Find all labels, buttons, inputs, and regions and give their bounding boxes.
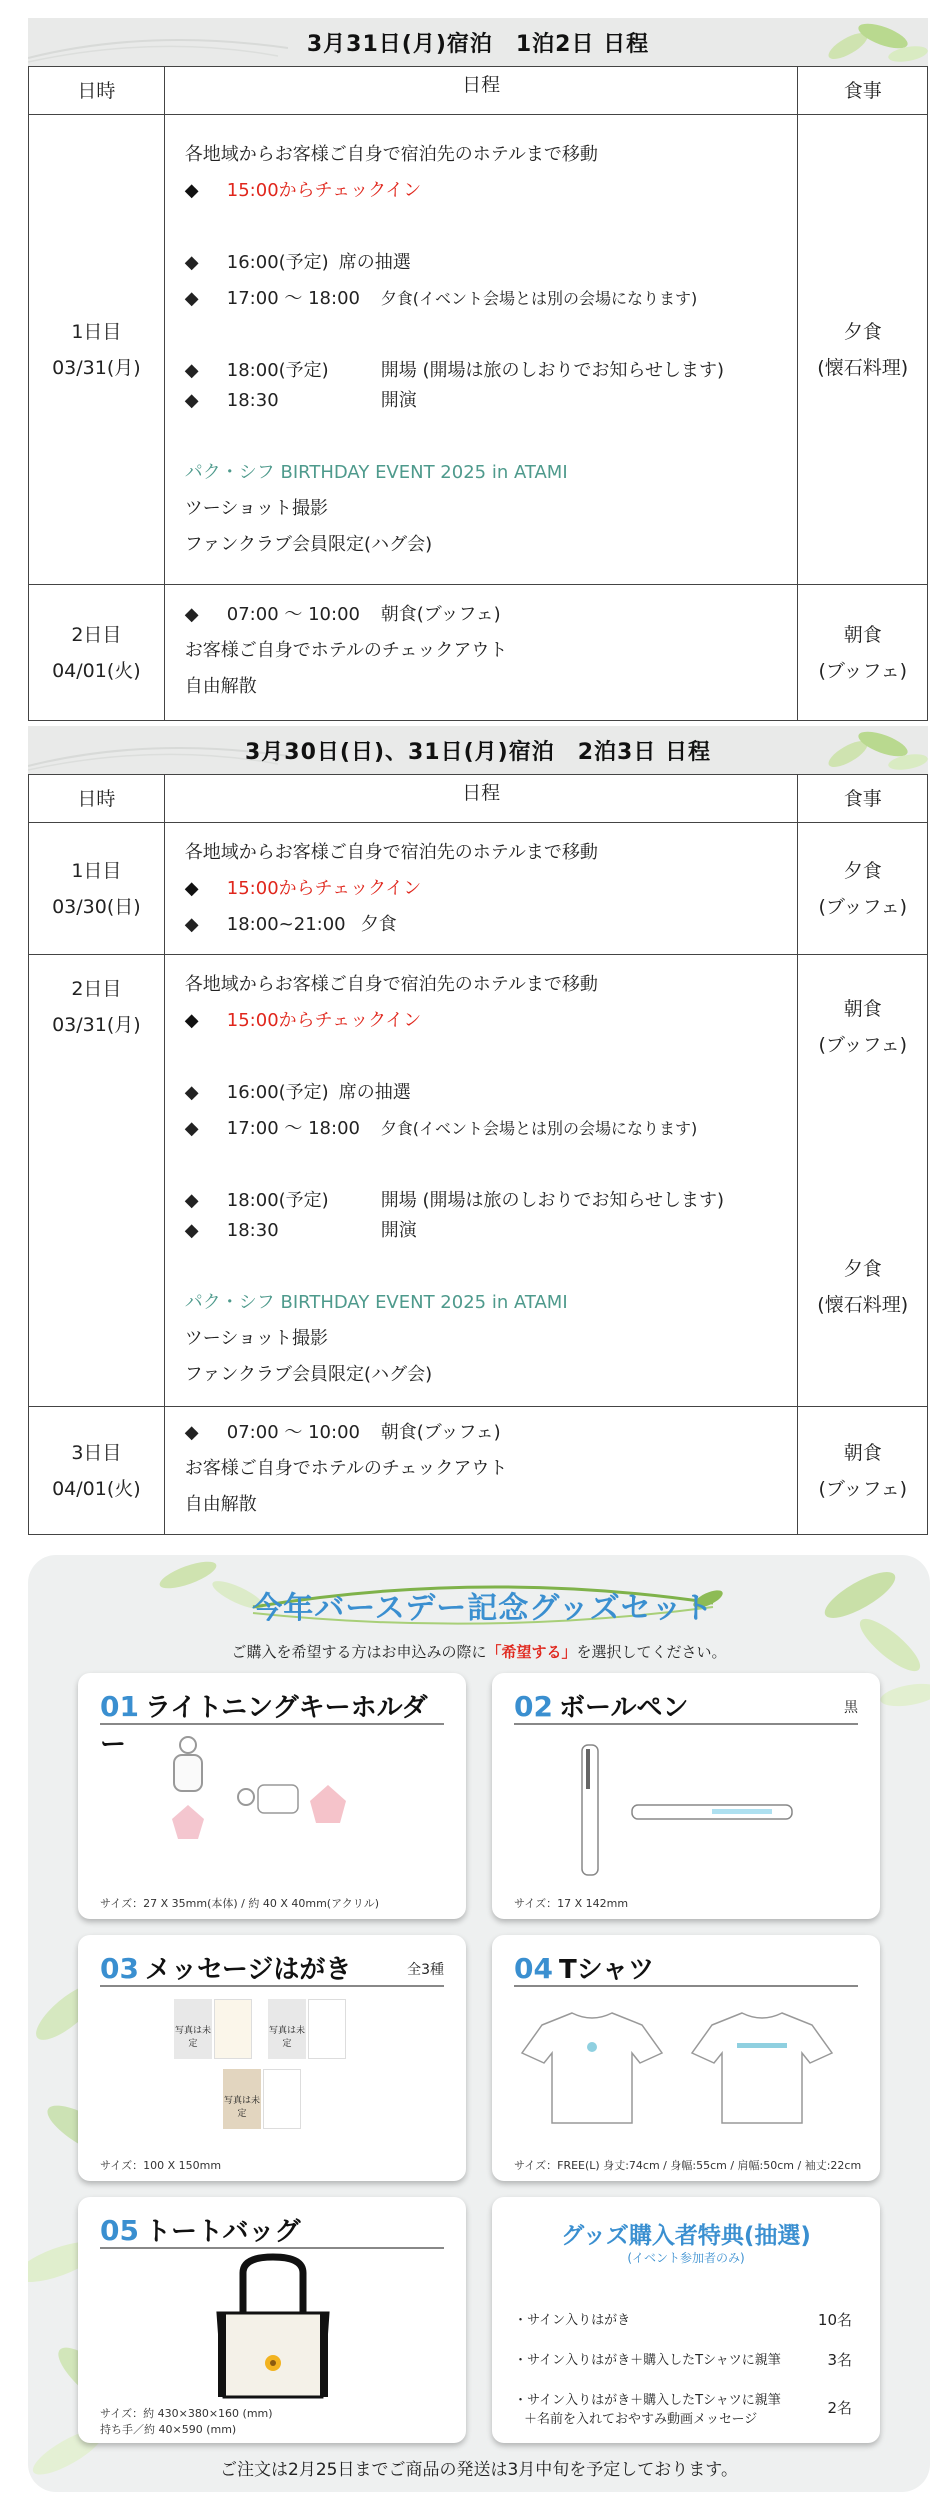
schedule-title-bar xyxy=(28,18,928,66)
goods-card-keyholder: 01 ライトニングキーホルダー サイズ：27 X 35mm(本体) / 約 40 X 40mm(アクリル) xyxy=(78,1673,466,1919)
day-date: 03/31(月) xyxy=(52,356,141,379)
schedule-1nights xyxy=(28,18,928,721)
header-datetime: 日時 xyxy=(29,67,165,115)
day-cell: 2日目 03/31(月) xyxy=(29,955,165,1407)
bonus-row: ・サイン入りはがき＋購入したTシャツに親筆 3名 xyxy=(514,2351,852,2369)
schedule-line: ◆ 15:00からチェックイン xyxy=(184,180,422,201)
bonus-row: ・サイン入りはがき 10名 xyxy=(514,2311,852,2329)
bonus-title: グッズ購入者特典(抽選) xyxy=(561,2223,811,2249)
swirl-decoration xyxy=(28,18,288,66)
bonus-card xyxy=(492,2197,880,2443)
pen-image xyxy=(562,1735,822,1885)
meal-cell: 朝食 (ブッフェ) xyxy=(798,585,928,721)
goods-card-tshirt: 04 Tシャツ サイズ：FREE(L) 身丈:74cm / 身幅:55cm / 肩幅:50cm / 袖丈:22cm xyxy=(492,1935,880,2181)
keyholder-image xyxy=(158,1735,398,1875)
postcard-back xyxy=(263,2069,301,2129)
meal-cell: 朝食 (ブッフェ) xyxy=(798,1407,928,1535)
day-cell xyxy=(29,115,165,585)
day-cell: 1日目 03/30(日) xyxy=(29,823,165,955)
schedule-title: 3月31日(月)宿泊 1泊2日 日程 xyxy=(306,31,650,57)
schedule-table xyxy=(28,774,928,1535)
goods-section xyxy=(28,1555,930,2492)
schedule-line: ◆ 16:00(予定) 席の抽選 xyxy=(184,252,411,273)
bonus-row: ・サイン入りはがき＋購入したTシャツに親筆 ＋名前を入れておやすみ動画メッセージ 2名 xyxy=(514,2393,852,2427)
meal-cell: 夕食 (懐石料理) xyxy=(798,115,928,585)
goods-card-totebag: 05 トートバッグ サイズ：約 430×380×160 (mm) 持ち手／約 40×590 (mm) xyxy=(78,2197,466,2443)
day-label: 1日目 xyxy=(71,320,122,343)
meal-cell: 朝食 (ブッフェ) 夕食 (懐石料理) xyxy=(798,955,928,1407)
goods-note: ご購入を希望する方はお申込みの際に「希望する」を選択してください。 xyxy=(231,1643,727,1661)
goods-card-postcard: 03 メッセージはがき 全3種 写真は未定 写真は未定 写真は未定 サイズ：100 X 150mm xyxy=(78,1935,466,2181)
schedule-line: ◆ 18:30 開演 xyxy=(184,390,417,411)
order-deadline-note: ご注文は2月25日までご商品の発送は3月中旬を予定しております。 xyxy=(220,2460,738,2480)
header-datetime: 日時 xyxy=(29,775,165,823)
goods-card-pen: 02 ボールペン 黒 サイズ：17 X 142mm xyxy=(492,1673,880,1919)
schedule-line: ◆ 18:00(予定) 開場 (開場は旅のしおりでお知らせします) xyxy=(184,360,725,381)
postcard-back xyxy=(308,1999,346,2059)
schedule-line: ツーショット撮影 xyxy=(184,498,329,519)
event-title: パク・シフ BIRTHDAY EVENT 2025 in ATAMI xyxy=(184,462,568,483)
leaf-decoration xyxy=(788,18,928,66)
photo-placeholder: 写真は未定 xyxy=(174,1999,212,2059)
header-meal: 食事 xyxy=(798,775,928,823)
schedule-title: 3月30日(日)、31日(月)宿泊 2泊3日 日程 xyxy=(244,739,712,765)
header-schedule: 日程 xyxy=(164,67,798,115)
meal-cell: 夕食 (ブッフェ) xyxy=(798,823,928,955)
header-schedule: 日程 xyxy=(164,775,798,823)
schedule-cell: ◆ 07:00 ～ 10:00 朝食(ブッフェ) お客様ご自身でホテルのチェックアウト 自由解散 xyxy=(164,585,798,721)
schedule-cell: ◆ 07:00 ～ 10:00 朝食(ブッフェ) お客様ご自身でホテルのチェックアウト 自由解散 xyxy=(164,1407,798,1535)
schedule-cell: 各地域からお客様ご自身で宿泊先のホテルまで移動 ◆ 15:00からチェックイン ◆ 16:00(予定) 席の抽選 ◆ 17:00 ～ 18:00 夕食(イベント会場とは別の会場になります) ◆ 18:00(予定) 開場 (開場は旅のしおりでお知らせします) ◆ 18:30 開演 パク・シフ BIRTHDAY EVENT 2025 in ATAMI ツーショット撮影 ファンクラブ会員限定(ハグ会) xyxy=(164,955,798,1407)
photo-placeholder: 写真は未定 xyxy=(223,2069,261,2129)
schedule-line: 各地域からお客様ご自身で宿泊先のホテルまで移動 xyxy=(184,144,598,165)
leaf-decoration xyxy=(788,726,928,774)
schedule-line: ファンクラブ会員限定(ハグ会) xyxy=(184,534,433,555)
schedule-table xyxy=(28,66,928,721)
day-cell: 3日目 04/01(火) xyxy=(29,1407,165,1535)
photo-placeholder: 写真は未定 xyxy=(268,1999,306,2059)
event-title: パク・シフ BIRTHDAY EVENT 2025 in ATAMI xyxy=(184,1292,568,1313)
goods-banner xyxy=(233,1573,733,1631)
bonus-subtitle: (イベント参加者のみ) xyxy=(627,2251,745,2265)
postcard-back xyxy=(214,1999,252,2059)
schedule-title-bar xyxy=(28,726,928,774)
day-cell: 2日目 04/01(火) xyxy=(29,585,165,721)
schedule-cell xyxy=(164,115,798,585)
schedule-line: ◆ 17:00 ～ 18:00 夕食(イベント会場とは別の会場になります) xyxy=(184,288,698,309)
totebag-image xyxy=(208,2253,338,2403)
goods-title: 今年バースデー記念グッズセット xyxy=(252,1591,714,1626)
schedule-2nights xyxy=(28,726,928,1535)
header-meal: 食事 xyxy=(798,67,928,115)
tshirt-image xyxy=(512,2005,862,2135)
schedule-cell: 各地域からお客様ご自身で宿泊先のホテルまで移動 ◆ 15:00からチェックイン ◆ 18:00~21:00 夕食 xyxy=(164,823,798,955)
